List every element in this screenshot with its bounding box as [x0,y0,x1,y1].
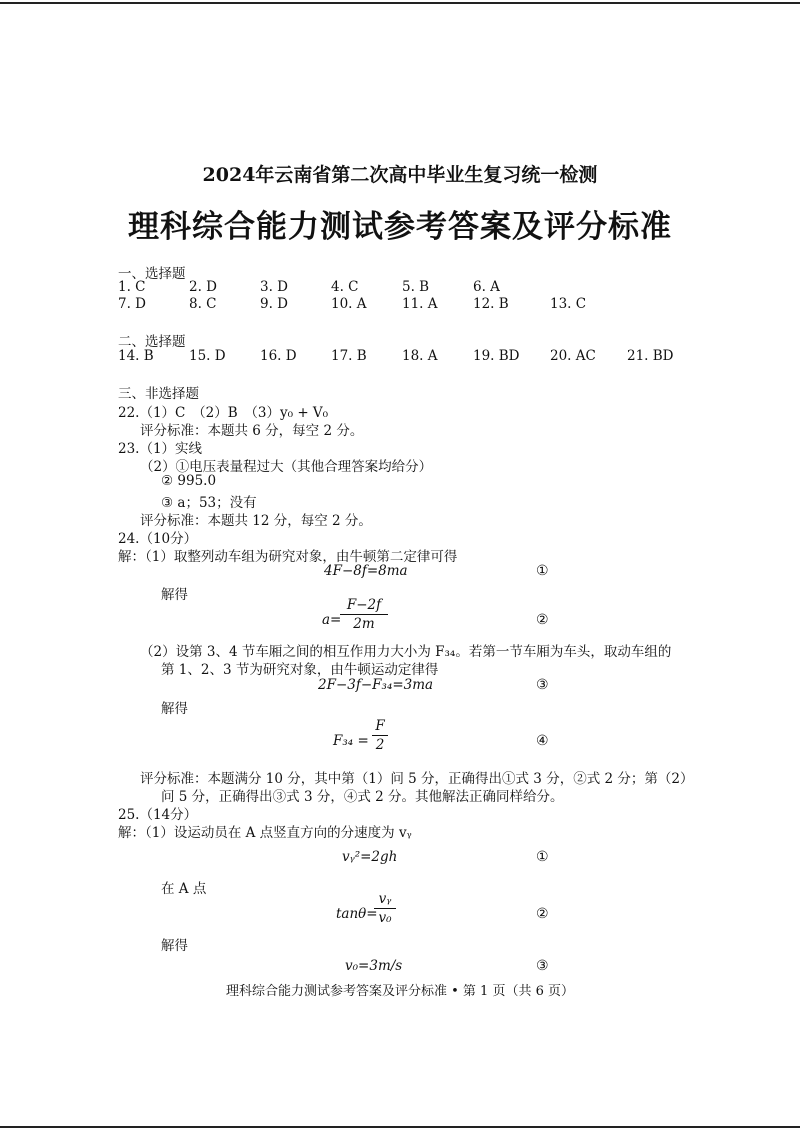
equation-marker: ③ [536,958,549,974]
q24-line2: （2）设第 3、4 节车厢之间的相互作用力大小为 F₃₄。若第一节车厢为车头，取动车组的 [140,644,672,660]
answer-item: 14. B [118,348,154,364]
answer-item: 7. D [118,296,146,312]
answer-item: 16. D [260,348,297,364]
equation-marker: ③ [536,677,549,693]
answer-item: 19. BD [473,348,520,364]
q22-score: 评分标准：本题共 6 分，每空 2 分。 [140,423,364,439]
answer-item: 8. C [189,296,217,312]
q25-equation-1: vᵧ²=2gh [342,849,398,865]
q24-score-line2: 问 5 分，正确得出③式 3 分，④式 2 分。其他解法正确同样给分。 [161,789,564,805]
q25-at-point-a: 在 A 点 [161,881,207,897]
answer-item: 4. C [331,279,359,295]
answer-item: 1. C [118,279,146,295]
q25-line1: 解：（1）设运动员在 A 点竖直方向的分速度为 vᵧ [118,825,412,841]
answer-item: 18. A [402,348,438,364]
q22-answers: 22.（1）C （2）B （3）y₀ + V₀ [118,405,329,421]
fraction-numerator: F−2f [346,597,382,613]
q25-equation-2-lhs: tanθ= [336,906,378,922]
q24-line1: 解：（1）取整列动车组为研究对象，由牛顿第二定律可得 [118,549,458,565]
answer-item: 2. D [189,279,217,295]
answer-item: 10. A [331,296,367,312]
q24-heading: 24.（10分） [118,531,198,547]
q25-equation-3: v₀=3m/s [345,958,403,974]
fraction-denominator: 2m [353,616,375,632]
q25-heading: 25.（14分） [118,807,198,823]
answer-item: 12. B [473,296,509,312]
q24-equation-1: 4F−8f=8ma [324,563,408,579]
exam-subtitle: 2024年云南省第二次高中毕业生复习统一检测 [202,164,598,186]
answer-item: 5. B [402,279,430,295]
answer-item: 6. A [473,279,500,295]
page-title: 理科综合能力测试参考答案及评分标准 [128,209,672,245]
top-border [0,2,800,4]
q23-line3: ② 995.0 [161,473,217,489]
fraction-bar [372,735,388,736]
q25-solve-label: 解得 [161,938,188,954]
bottom-border [0,1126,800,1128]
page-footer: 理科综合能力测试参考答案及评分标准 • 第 1 页（共 6 页） [225,984,574,999]
q23-line2: （2）①电压表量程过大（其他合理答案均给分） [140,459,433,475]
fraction-numerator: F [375,718,385,734]
q24-equation-3: 2F−3f−F₃₄=3ma [318,677,434,693]
q23-score: 评分标准：本题共 12 分，每空 2 分。 [140,513,372,529]
equation-marker: ② [536,612,549,628]
q24-equation-2-lhs: a= [322,612,342,628]
answer-item: 17. B [331,348,367,364]
fraction-numerator: vᵧ [378,891,392,907]
section-heading-choice-2: 二、选择题 [118,334,186,350]
fraction-denominator: 2 [375,737,385,753]
fraction-denominator: v₀ [378,910,392,926]
equation-marker: ① [536,563,549,579]
section-heading-nonchoice: 三、非选择题 [118,386,199,402]
answer-item: 9. D [260,296,288,312]
answer-item: 15. D [189,348,226,364]
fraction-bar [340,614,388,615]
q24-solve-label: 解得 [161,701,188,717]
equation-marker: ① [536,849,549,865]
answer-item: 20. AC [550,348,596,364]
equation-marker: ② [536,906,549,922]
q24-line3: 第 1、2、3 节为研究对象，由牛顿运动定律得 [161,662,439,678]
answer-item: 11. A [402,296,438,312]
q24-equation-4-fraction [372,718,388,753]
answer-item: 3. D [260,279,288,295]
q24-equation-2-fraction [340,597,388,632]
q25-equation-2-fraction [374,891,396,926]
q23-line1: 23.（1）实线 [118,441,203,457]
fraction-bar [374,908,396,909]
answer-item: 21. BD [627,348,674,364]
q24-score-line1: 评分标准：本题满分 10 分，其中第（1）问 5 分，正确得出①式 3 分，②式 2 分；第（2） [140,771,694,787]
q24-equation-4-lhs: F₃₄ = [333,733,369,749]
equation-marker: ④ [536,733,549,749]
q23-line4: ③ a；53；没有 [161,495,257,511]
q24-solve-label: 解得 [161,587,188,603]
answer-item: 13. C [550,296,587,312]
section-heading-choice: 一、选择题 [118,266,186,282]
